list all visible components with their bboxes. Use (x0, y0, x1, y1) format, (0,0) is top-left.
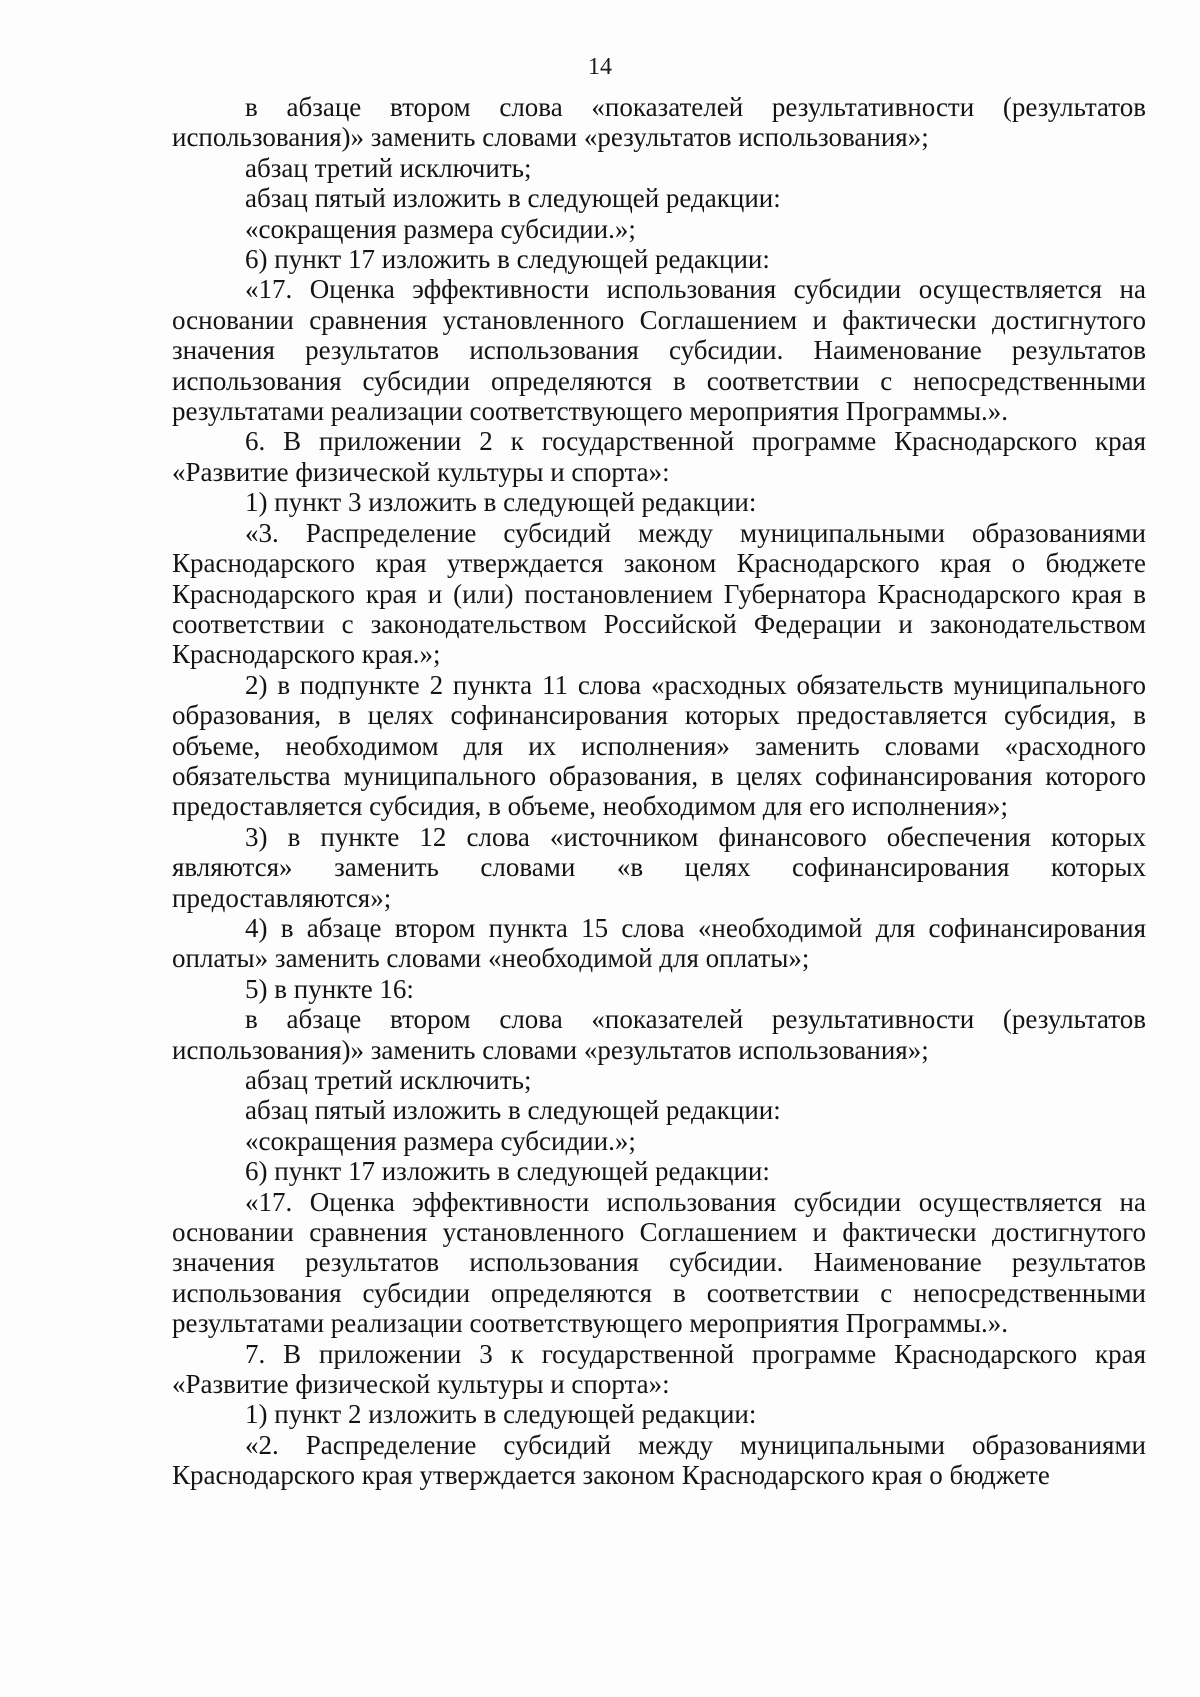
paragraph: абзац третий исключить; (245, 1065, 532, 1095)
paragraph: 3) в пункте 12 слова «источником финансового обеспечения которых являются» заменить словами «в целях софинансирования которых предоставляются»; (172, 821, 1146, 913)
paragraph: «3. Распределение субсидий между муниципальными образованиями Краснодарского края утверждается законом Краснодарского края о бюджете Краснодарского края и (или) постановлением Губернатора Краснодарского края в соответствии с законодательством Российской Федерации и законодательством Краснодарского края.»; (172, 517, 1146, 670)
paragraph: 6) пункт 17 изложить в следующей редакции: (245, 1156, 770, 1187)
paragraph: 6. В приложении 2 к государственной программе Краснодарского края «Развитие физической культуры и спорта»: (172, 426, 1146, 487)
paragraph: «2. Распределение субсидий между муниципальными образованиями Краснодарского края утверждается законом Краснодарского края о бюджете (172, 1429, 1146, 1491)
paragraph: 7. В приложении 3 к государственной программе Краснодарского края «Развитие физической культуры и спорта»: (172, 1338, 1146, 1400)
paragraph: 6) пункт 17 изложить в следующей редакции: (245, 244, 770, 275)
paragraph: 1) пункт 3 изложить в следующей редакции: (245, 487, 757, 518)
paragraph: абзац третий исключить; (245, 152, 532, 183)
paragraph: в абзаце втором слова «показателей результативности (результатов использования)» заменить словами «результатов использования»; (172, 92, 1146, 153)
paragraph: «сокращения размера субсидии.»; (245, 1125, 636, 1156)
paragraph: в абзаце втором слова «показателей результативности (результатов использования)» заменить словами «результатов использования»; (172, 1004, 1146, 1065)
paragraph: 1) пункт 2 изложить в следующей редакции: (245, 1399, 757, 1430)
paragraph: 2) в подпункте 2 пункта 11 слова «расходных обязательств муниципального образования, в целях софинансирования которых предоставляется субсидия, в объеме, необходимом для их исполнения» заменить словами «расходного обязательства муниципального образования, в целях софинансирования которого предоставляется субсидия, в объеме, необходимом для его исполнения»; (172, 669, 1146, 822)
page-number: 14 (588, 54, 612, 80)
paragraph: 4) в абзаце втором пункта 15 слова «необходимой для софинансирования оплаты» заменить словами «необходимой для оплаты»; (172, 912, 1146, 974)
paragraph: «сокращения размера субсидии.»; (245, 213, 636, 244)
paragraph: «17. Оценка эффективности использования субсидии осуществляется на основании сравнения установленного Соглашением и фактически достигнутого значения результатов использования субсидии. Наименование результатов использования субсидии определяются в соответствии с непосредственными результатами реализации соответствующего мероприятия Программы.». (172, 1186, 1146, 1339)
paragraph: абзац пятый изложить в следующей редакции: (245, 183, 781, 214)
document-body (172, 92, 1146, 1491)
paragraph: абзац пятый изложить в следующей редакции: (245, 1095, 781, 1126)
paragraph: «17. Оценка эффективности использования субсидии осуществляется на основании сравнения установленного Соглашением и фактически достигнутого значения результатов использования субсидии. Наименование результатов использования субсидии определяются в соответствии с непосредственными результатами реализации соответствующего мероприятия Программы.». (172, 274, 1146, 427)
paragraph: 5) в пункте 16: (245, 973, 414, 1004)
